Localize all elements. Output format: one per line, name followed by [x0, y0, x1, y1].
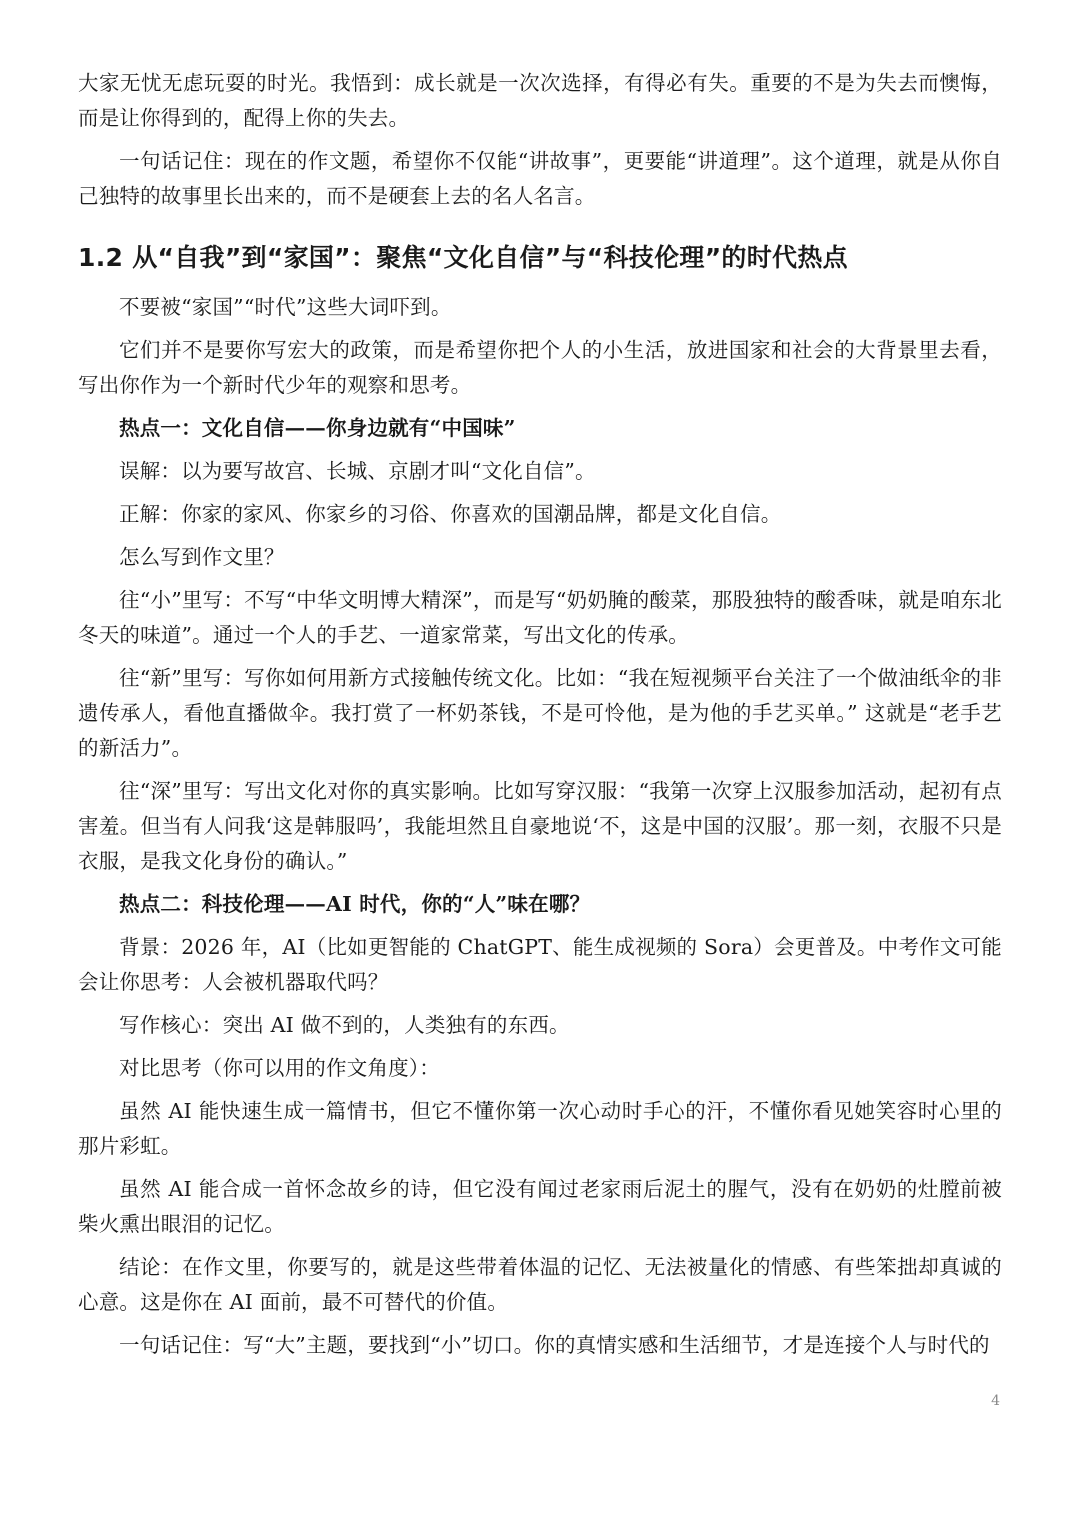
paragraph: 它们并不是要你写宏大的政策，而是希望你把个人的小生活，放进国家和社会的大背景里去看，写出你作为一个新时代少年的观察和思考。	[78, 338, 1002, 397]
section-heading: 1.2 从“自我”到“家国”：聚焦“文化自信”与“科技伦理”的时代热点	[78, 243, 848, 272]
paragraph: 对比思考（你可以用的作文角度）：	[119, 1056, 440, 1080]
paragraph: 虽然 AI 能合成一首怀念故乡的诗，但它没有闻过老家雨后泥土的腥气，没有在奶奶的灶膛前被柴火熏出眼泪的记忆。	[78, 1177, 1002, 1236]
page-number: 4	[991, 1393, 1000, 1409]
document-page	[78, 66, 1002, 1371]
paragraph: 背景：2026 年，AI（比如更智能的 ChatGPT、能生成视频的 Sora）会更普及。中考作文可能会让你思考：人会被机器取代吗？	[78, 935, 1002, 994]
paragraph: 往“深”里写：写出文化对你的真实影响。比如写穿汉服：“我第一次穿上汉服参加活动，起初有点害羞。但当有人问我‘这是韩服吗’，我能坦然且自豪地说‘不，这是中国的汉服’。那一刻，衣服不只是衣服，是我文化身份的确认。”	[78, 779, 1002, 873]
paragraph: 一句话记住：写“大”主题，要找到“小”切口。你的真情实感和生活细节，才是连接个人与时代的	[119, 1333, 990, 1357]
paragraph: 正解：你家的家风、你家乡的习俗、你喜欢的国潮品牌，都是文化自信。	[119, 502, 782, 526]
paragraph: 误解：以为要写故宫、长城、京剧才叫“文化自信”。	[119, 459, 596, 483]
paragraph: 虽然 AI 能快速生成一篇情书，但它不懂你第一次心动时手心的汗，不懂你看见她笑容时心里的那片彩虹。	[78, 1099, 1002, 1158]
subheading-hotspot-1: 热点一：文化自信——你身边就有“中国味”	[119, 416, 516, 440]
paragraph: 不要被“家国”“时代”这些大词吓到。	[119, 295, 452, 319]
subheading-hotspot-2: 热点二：科技伦理——AI 时代，你的“人”味在哪？	[119, 892, 591, 916]
paragraph: 一句话记住：现在的作文题，希望你不仅能“讲故事”，更要能“讲道理”。这个道理，就是从你自己独特的故事里长出来的，而不是硬套上去的名人名言。	[78, 149, 1002, 208]
paragraph: 结论：在作文里，你要写的，就是这些带着体温的记忆、无法被量化的情感、有些笨拙却真诚的心意。这是你在 AI 面前，最不可替代的价值。	[78, 1255, 1002, 1314]
paragraph: 大家无忧无虑玩耍的时光。我悟到：成长就是一次次选择，有得必有失。重要的不是为失去而懊悔，而是让你得到的，配得上你的失去。	[78, 71, 1002, 130]
paragraph: 写作核心：突出 AI 做不到的，人类独有的东西。	[119, 1013, 570, 1037]
paragraph: 往“小”里写：不写“中华文明博大精深”，而是写“奶奶腌的酸菜，那股独特的酸香味，就是咱东北冬天的味道”。通过一个人的手艺、一道家常菜，写出文化的传承。	[78, 588, 1002, 647]
paragraph: 怎么写到作文里？	[119, 545, 285, 569]
paragraph: 往“新”里写：写你如何用新方式接触传统文化。比如：“我在短视频平台关注了一个做油纸伞的非遗传承人，看他直播做伞。我打赏了一杯奶茶钱，不是可怜他，是为他的手艺买单。” 这就是“老手艺的新活力”。	[78, 666, 1002, 760]
